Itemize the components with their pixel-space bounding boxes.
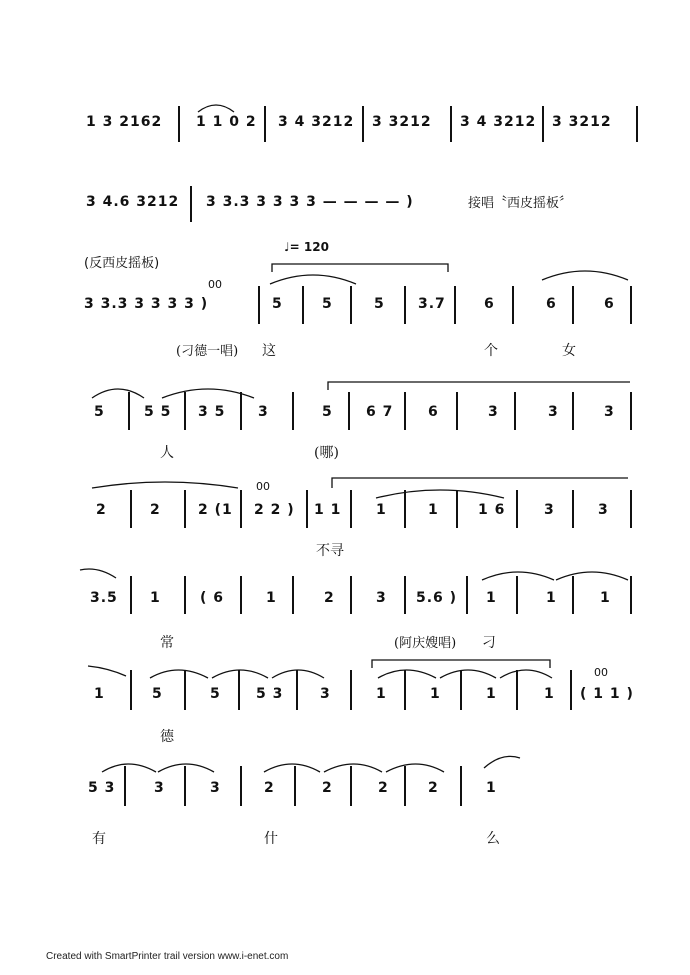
barline <box>460 766 462 806</box>
barline <box>302 286 304 324</box>
measure: 6 <box>428 404 439 420</box>
measure: 1 <box>94 686 105 702</box>
measure: 1 <box>600 590 611 606</box>
barline <box>630 576 632 614</box>
barline <box>516 490 518 528</box>
score-system-1 <box>0 100 690 160</box>
measure: 3 4.6 3212 <box>86 194 180 210</box>
barline <box>130 490 132 528</box>
measure: 1 <box>486 686 497 702</box>
lyric: 么 <box>486 831 500 847</box>
measure: 2 (1 <box>198 502 233 518</box>
slur <box>196 100 236 114</box>
measure: 5 <box>152 686 163 702</box>
measure: 2 <box>322 780 333 796</box>
measure: 3 4 3212 <box>278 114 355 130</box>
barline <box>240 766 242 806</box>
measure: 1 <box>376 686 387 702</box>
barline <box>350 490 352 528</box>
lyric: 个 <box>484 343 498 359</box>
barline <box>404 576 406 614</box>
score-system-8 <box>0 756 690 856</box>
barline <box>190 186 192 222</box>
slur <box>90 384 146 400</box>
barline <box>184 490 186 528</box>
measure: 2 <box>378 780 389 796</box>
lyric: 人 <box>160 445 174 461</box>
barline <box>130 670 132 710</box>
measure: 2 <box>324 590 335 606</box>
lyric: 这 <box>262 343 276 359</box>
measure: 6 7 <box>366 404 394 420</box>
measure: ( 6 <box>200 590 225 606</box>
barline <box>466 576 468 614</box>
slur <box>270 262 450 274</box>
slur <box>90 478 240 490</box>
measure: 3 3.3 3 3 3 3 — — — — ) <box>206 194 414 210</box>
measure: 6 <box>484 296 495 312</box>
measure: 2 2 ) <box>254 502 295 518</box>
measure: 3 3.3 3 3 3 3 ) <box>84 296 209 312</box>
barline <box>572 392 574 430</box>
barline <box>178 106 180 142</box>
slur <box>160 384 256 400</box>
measure: 5 <box>322 296 333 312</box>
measure: 1 <box>486 590 497 606</box>
measure: 5 <box>94 404 105 420</box>
measure: 3 <box>210 780 221 796</box>
slur <box>540 266 630 282</box>
barline <box>404 392 406 430</box>
lyric: 有 <box>92 831 106 847</box>
barline <box>362 106 364 142</box>
measure: 6 <box>604 296 615 312</box>
score-system-3 <box>0 240 690 359</box>
measure: 1 <box>544 686 555 702</box>
measure: 2 <box>150 502 161 518</box>
measure: 5 <box>374 296 385 312</box>
section-label: (反西皮摇板) <box>84 256 160 271</box>
measure: 1 1 <box>314 502 342 518</box>
performance-cue: 接唱〝西皮摇板〞 <box>468 196 573 211</box>
barline <box>572 490 574 528</box>
measure: 1 3 2162 <box>86 114 163 130</box>
barline <box>570 670 572 710</box>
slur <box>262 758 448 774</box>
measure: 1 <box>150 590 161 606</box>
tuplet-mark: 00 <box>208 278 222 291</box>
measure: 2 <box>96 502 107 518</box>
barline <box>184 576 186 614</box>
measure: ( 1 1 ) <box>580 686 634 702</box>
barline <box>454 286 456 324</box>
tempo-marking: ♩= 120 <box>284 240 329 254</box>
measure: 3 3212 <box>372 114 432 130</box>
lyric: 不寻 <box>316 543 344 559</box>
barline <box>348 392 350 430</box>
barline <box>404 286 406 324</box>
slur <box>326 380 632 392</box>
measure: 1 <box>430 686 441 702</box>
measure: 5 3 <box>256 686 284 702</box>
barline <box>130 576 132 614</box>
score-system-5 <box>0 482 690 562</box>
measure: 3.7 <box>418 296 446 312</box>
measure: 5 3 <box>88 780 116 796</box>
measure: 2 <box>264 780 275 796</box>
measure: 1 6 <box>478 502 506 518</box>
barline <box>630 392 632 430</box>
lyric: 什 <box>264 831 278 847</box>
tuplet-mark: 00 <box>256 480 270 493</box>
barline <box>240 490 242 528</box>
measure: 3.5 <box>90 590 118 606</box>
lyric: 刁 <box>482 635 496 651</box>
barline <box>292 576 294 614</box>
measure: 1 <box>546 590 557 606</box>
measure: 3 <box>604 404 615 420</box>
measure: 3 <box>376 590 387 606</box>
barline <box>350 576 352 614</box>
barline <box>350 286 352 324</box>
lyric: (哪) <box>314 445 339 461</box>
barline <box>292 392 294 430</box>
barline <box>456 392 458 430</box>
measure: 3 <box>320 686 331 702</box>
barline <box>450 106 452 142</box>
score-system-6 <box>0 566 690 652</box>
measure: 1 <box>266 590 277 606</box>
barline <box>542 106 544 142</box>
barline <box>636 106 638 142</box>
measure: 1 <box>376 502 387 518</box>
lyric: 常 <box>160 635 174 651</box>
measure: 6 <box>546 296 557 312</box>
measure: 1 <box>428 502 439 518</box>
slur <box>100 758 220 774</box>
measure: 5 5 <box>144 404 172 420</box>
slur <box>86 664 130 678</box>
slur <box>480 568 630 582</box>
barline <box>630 286 632 324</box>
barline <box>240 576 242 614</box>
barline <box>264 106 266 142</box>
lyric-label: (刁德一唱) <box>176 344 239 359</box>
measure: 5 <box>272 296 283 312</box>
barline <box>350 670 352 710</box>
tuplet-mark: 00 <box>594 666 608 679</box>
measure: 5 <box>210 686 221 702</box>
footer-watermark: Created with SmartPrinter trail version www.i-enet.com <box>46 951 289 962</box>
lyric-label: (阿庆嫂唱) <box>394 636 457 651</box>
measure: 3 <box>154 780 165 796</box>
lyric: 德 <box>160 729 174 745</box>
measure: 5.6 ) <box>416 590 458 606</box>
barline <box>306 490 308 528</box>
slur <box>482 754 522 770</box>
lyric: 女 <box>562 343 576 359</box>
slur <box>78 566 118 580</box>
barline <box>572 286 574 324</box>
measure: 3 4 3212 <box>460 114 537 130</box>
barline <box>512 286 514 324</box>
score-system-4 <box>0 384 690 464</box>
measure: 3 <box>488 404 499 420</box>
barline <box>514 392 516 430</box>
measure: 3 <box>258 404 269 420</box>
measure: 3 3212 <box>552 114 612 130</box>
measure: 5 <box>322 404 333 420</box>
slur <box>376 666 556 680</box>
measure: 1 <box>486 780 497 796</box>
slur <box>148 666 328 680</box>
measure: 3 <box>548 404 559 420</box>
barline <box>258 286 260 324</box>
slur <box>374 486 506 500</box>
barline <box>630 490 632 528</box>
score-system-2 <box>0 182 690 242</box>
score-system-7 <box>0 660 690 744</box>
measure: 3 <box>598 502 609 518</box>
measure: 3 <box>544 502 555 518</box>
measure: 1 1 0 2 <box>196 114 257 130</box>
measure: 2 <box>428 780 439 796</box>
measure: 3 5 <box>198 404 226 420</box>
